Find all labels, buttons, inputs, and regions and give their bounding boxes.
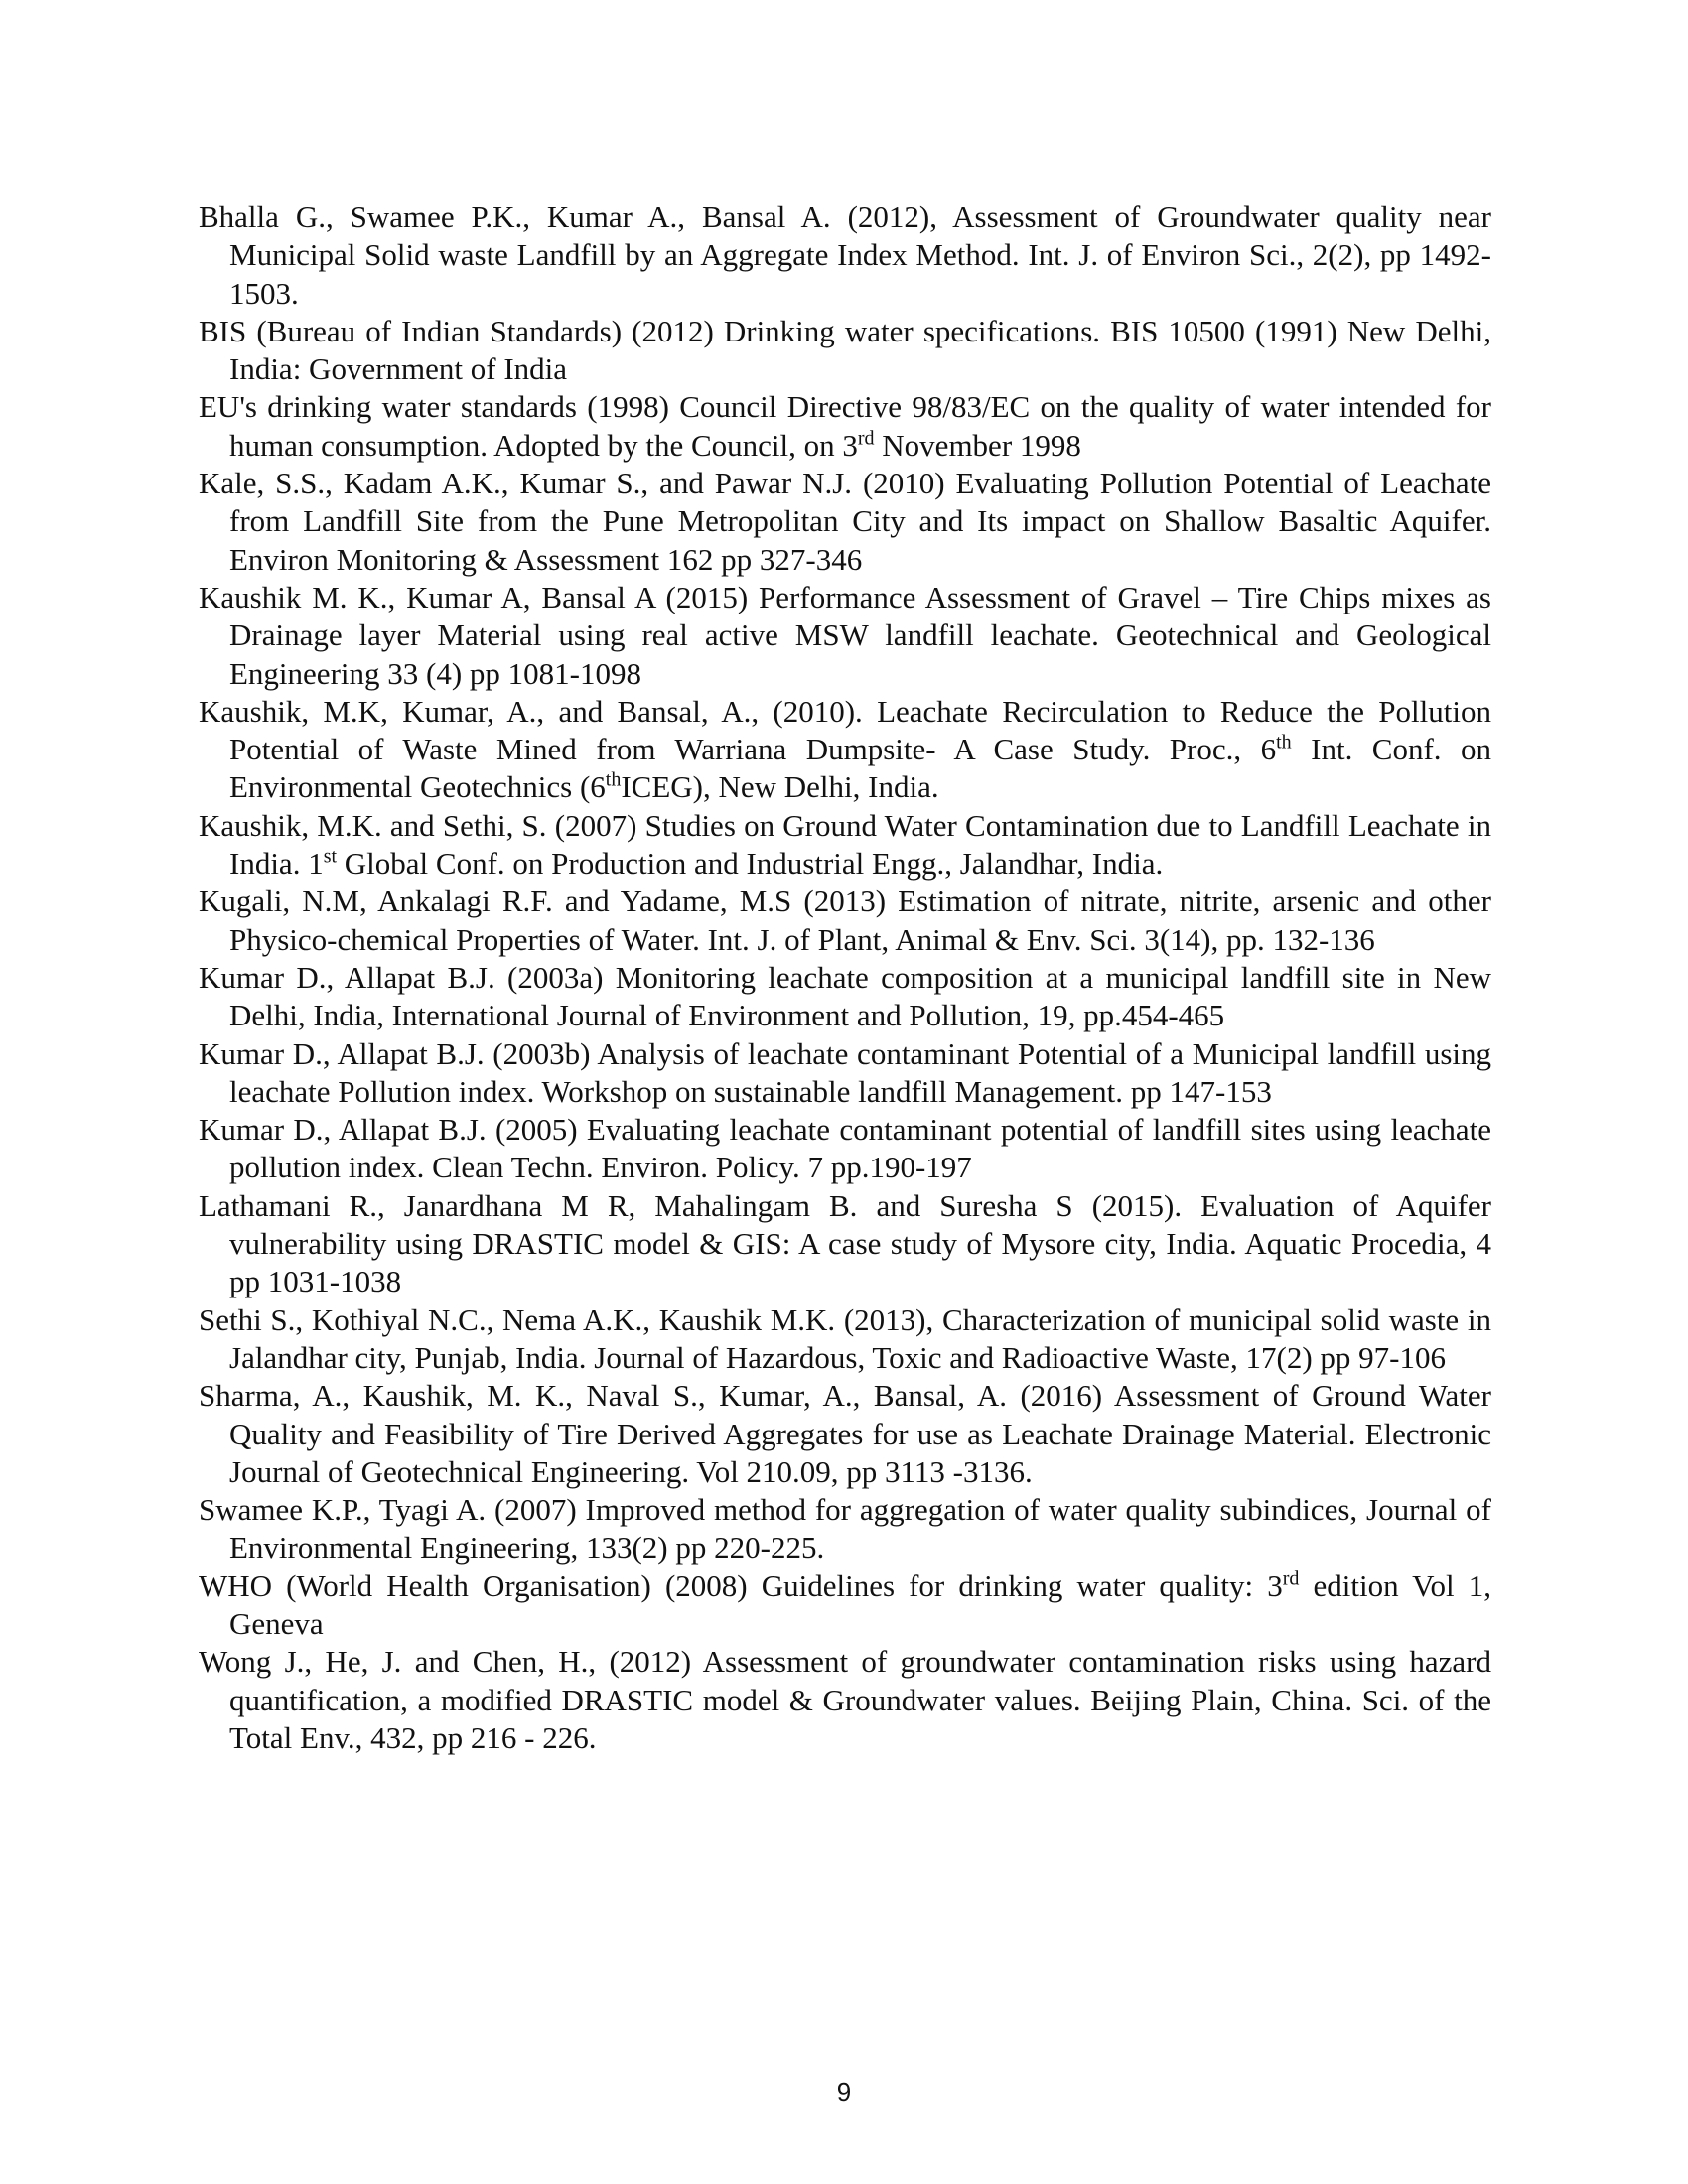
reference-text: Kugali, N.M, Ankalagi R.F. and Yadame, M.S (2013) Estimation of nitrate, nitrite, arsenic and other Physico-chemical Properties of Water. Int. J. of Plant, Animal & Env. Sci. 3(14), pp. 132-136 [199, 884, 1491, 957]
reference-entry [199, 883, 1491, 959]
reference-entry [199, 807, 1491, 884]
reference-entry [199, 1491, 1491, 1568]
reference-text: Sharma, A., Kaushik, M. K., Naval S., Kumar, A., Bansal, A. (2016) Assessment of Ground Water Quality and Feasibility of Tire Derived Aggregates for use as Leachate Drainage Material. Electronic Journal of Geotechnical Engineering. Vol 210.09, pp 3113 -3136. [199, 1378, 1491, 1489]
reference-text: ICEG), New Delhi, India. [621, 769, 939, 805]
reference-entry [199, 579, 1491, 693]
reference-entry [199, 1377, 1491, 1491]
reference-entry [199, 1035, 1491, 1112]
reference-text: Kumar D., Allapat B.J. (2005) Evaluating leachate contaminant potential of landfill sites using leachate pollution index. Clean Techn. Environ. Policy. 7 pp.190-197 [199, 1112, 1491, 1185]
reference-superscript: th [605, 769, 622, 792]
reference-entry [199, 465, 1491, 579]
reference-text: Kumar D., Allapat B.J. (2003b) Analysis of leachate contaminant Potential of a Municipal landfill using leachate Pollution index. Workshop on sustainable landfill Management. pp 147-153 [199, 1035, 1491, 1109]
reference-superscript: st [323, 845, 338, 868]
reference-text: Int. Conf. on Environmental Geotechnics (6 [229, 732, 1492, 805]
reference-text: BIS (Bureau of Indian Standards) (2012) Drinking water specifications. BIS 10500 (1991) New Delhi, India: Government of India [199, 313, 1491, 387]
reference-entry [199, 313, 1491, 389]
reference-entry [199, 1187, 1491, 1301]
reference-text: Kaushik, M.K, Kumar, A., and Bansal, A., (2010). Leachate Recirculation to Reduce the Pollution Potential of Waste Mined from Warriana Dumpsite- A Case Study. Proc., 6 [199, 693, 1491, 767]
reference-superscript: rd [1282, 1568, 1300, 1590]
reference-entry [199, 1301, 1491, 1378]
reference-text: Global Conf. on Production and Industrial Engg., Jalandhar, India. [337, 846, 1164, 882]
reference-text: WHO (World Health Organisation) (2008) Guidelines for drinking water quality: 3 [199, 1568, 1283, 1603]
reference-text: Lathamani R., Janardhana M R, Mahalingam B. and Suresha S (2015). Evaluation of Aquifer vulnerability using DRASTIC model & GIS: A case study of Mysore city, India. Aquatic Procedia, 4 pp 1031-1038 [199, 1187, 1491, 1299]
reference-entry [199, 199, 1491, 313]
reference-text: Swamee K.P., Tyagi A. (2007) Improved method for aggregation of water quality subindices, Journal of Environmental Engineering, 133(2) pp 220-225. [199, 1492, 1491, 1566]
reference-text: Sethi S., Kothiyal N.C., Nema A.K., Kaushik M.K. (2013), Characterization of municipal solid waste in Jalandhar city, Punjab, India. Journal of Hazardous, Toxic and Radioactive Waste, 17(2) pp 97-106 [199, 1301, 1491, 1375]
reference-text: Kale, S.S., Kadam A.K., Kumar S., and Pawar N.J. (2010) Evaluating Pollution Potential of Leachate from Landfill Site from the Pune Metropolitan City and Its impact on Shallow Basaltic Aquifer. Environ Monitoring & Assessment 162 pp 327-346 [199, 466, 1491, 577]
reference-entry [199, 693, 1491, 807]
reference-text: Kumar D., Allapat B.J. (2003a) Monitoring leachate composition at a municipal landfill site in New Delhi, India, International Journal of Environment and Pollution, 19, pp.454-465 [199, 959, 1491, 1033]
reference-text: Kaushik M. K., Kumar A, Bansal A (2015) Performance Assessment of Gravel – Tire Chips mixes as Drainage layer Material using real active MSW landfill leachate. Geotechnical and Geological Engineering 33 (4) pp 1081-1098 [199, 579, 1491, 691]
reference-text: Kaushik, M.K. and Sethi, S. (2007) Studies on Ground Water Contamination due to Landfill Leachate in India. 1 [199, 807, 1491, 882]
reference-superscript: th [1276, 731, 1292, 753]
reference-text: November 1998 [874, 427, 1081, 463]
reference-entry [199, 959, 1491, 1035]
page-number: 9 [836, 2077, 852, 2107]
reference-text: edition Vol 1, Geneva [229, 1568, 1491, 1641]
reference-entry [199, 1643, 1491, 1757]
reference-text: Wong J., He, J. and Chen, H., (2012) Assessment of groundwater contamination risks using hazard quantification, a modified DRASTIC model & Groundwater values. Beijing Plain, China. Sci. of the Total Env., 432, pp 216 - 226. [199, 1644, 1491, 1755]
reference-text: EU's drinking water standards (1998) Council Directive 98/83/EC on the quality of water intended for human consumption. Adopted by the Council, on 3 [199, 389, 1491, 463]
reference-list [199, 199, 1491, 1757]
reference-text: Bhalla G., Swamee P.K., Kumar A., Bansal A. (2012), Assessment of Groundwater quality near Municipal Solid waste Landfill by an Aggregate Index Method. Int. J. of Environ Sci., 2(2), pp 1492-1503. [199, 200, 1491, 311]
reference-superscript: rd [857, 427, 875, 450]
reference-entry [199, 1111, 1491, 1187]
reference-entry [199, 388, 1491, 465]
reference-entry [199, 1568, 1491, 1644]
